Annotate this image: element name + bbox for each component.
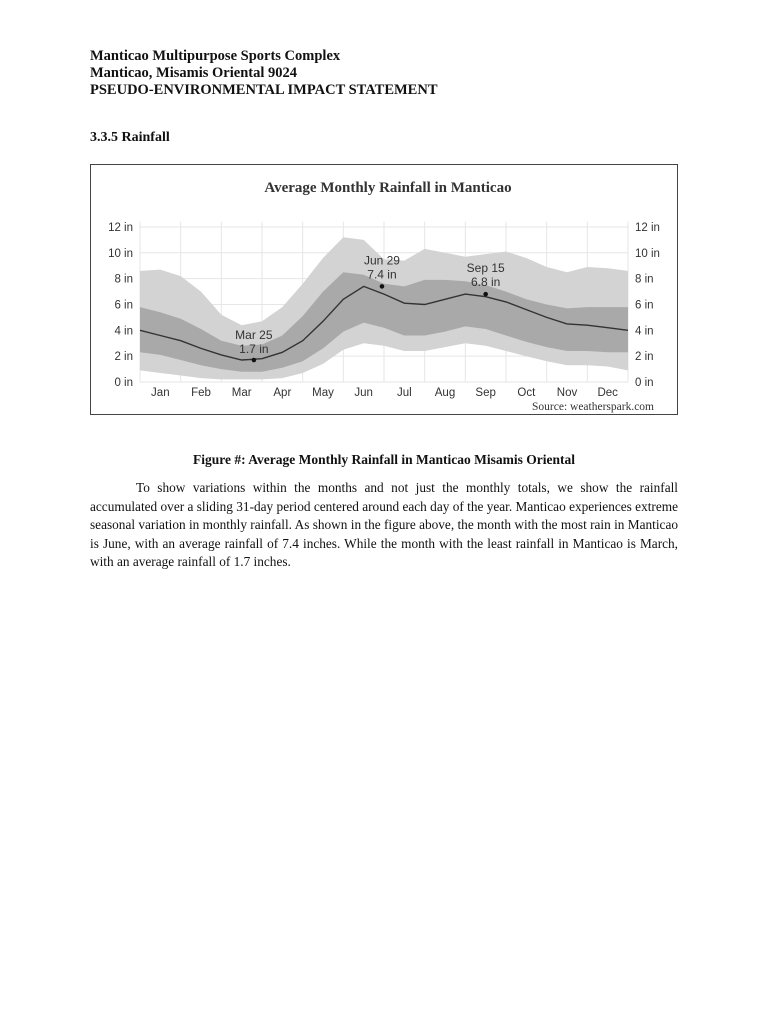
- x-tick-label: Jun: [354, 387, 373, 399]
- annotation-value: 1.7 in: [239, 342, 269, 357]
- y-tick-label-left: 6 in: [114, 299, 133, 312]
- annotation-value: 7.4 in: [367, 267, 397, 282]
- y-tick-label-left: 8 in: [114, 273, 133, 286]
- y-tick-label-right: 6 in: [635, 299, 654, 312]
- x-tick-label: Mar: [231, 387, 252, 399]
- body-paragraph: To show variations within the months and not just the monthly totals, we show the rainfall accumulated over a sliding 31-day period centered around each day of the year. Manticao experiences extreme seasonal variation in monthly rainfall. As shown in the figure above, the month with the most rain in Manticao is June, with an average rainfall of 7.4 inches. While the month with the least rainfall in Manticao is March, with an average rainfall of 1.7 inches.: [90, 480, 678, 570]
- y-tick-label-left: 0 in: [114, 377, 133, 389]
- x-tick-label: Aug: [434, 387, 456, 399]
- x-tick-label: Sep: [475, 387, 496, 399]
- y-tick-label-left: 10 in: [108, 247, 133, 260]
- x-tick-label: Jan: [151, 387, 170, 399]
- document-type: PSEUDO-ENVIRONMENTAL IMPACT STATEMENT: [90, 82, 438, 98]
- x-tick-label: Feb: [191, 387, 211, 399]
- x-tick-label: Apr: [273, 387, 292, 399]
- x-tick-label: Oct: [517, 387, 536, 399]
- x-tick-label: Jul: [396, 387, 412, 399]
- y-tick-label-left: 4 in: [114, 325, 133, 338]
- annotation-point: [252, 358, 257, 363]
- x-tick-label: May: [312, 387, 334, 399]
- y-tick-label-left: 2 in: [114, 351, 133, 364]
- chart-title: Average Monthly Rainfall in Manticao: [264, 180, 512, 196]
- annotation-date: Sep 15: [466, 261, 505, 276]
- y-tick-label-right: 12 in: [635, 221, 660, 234]
- annotation-point: [483, 292, 488, 297]
- annotation-date: Mar 25: [235, 328, 273, 343]
- project-title: Manticao Multipurpose Sports Complex: [90, 48, 341, 64]
- y-tick-label-right: 4 in: [635, 325, 654, 338]
- annotation-point: [380, 284, 385, 289]
- rainfall-figure: [90, 164, 678, 415]
- rainfall-chart: [91, 165, 677, 414]
- y-tick-label-right: 10 in: [635, 247, 660, 260]
- y-tick-label-left: 12 in: [108, 221, 133, 234]
- y-tick-label-right: 2 in: [635, 351, 654, 364]
- figure-caption: Figure #: Average Monthly Rainfall in Manticao Misamis Oriental: [193, 452, 575, 467]
- x-tick-label: Nov: [556, 387, 578, 399]
- y-tick-label-right: 8 in: [635, 273, 654, 286]
- annotation-date: Jun 29: [363, 253, 400, 268]
- y-tick-label-right: 0 in: [635, 377, 654, 389]
- project-location: Manticao, Misamis Oriental 9024: [90, 65, 298, 81]
- chart-source: Source: weatherspark.com: [532, 401, 654, 413]
- section-heading: 3.3.5 Rainfall: [90, 130, 170, 145]
- annotation-value: 6.8 in: [470, 275, 501, 290]
- x-tick-label: Dec: [597, 387, 618, 399]
